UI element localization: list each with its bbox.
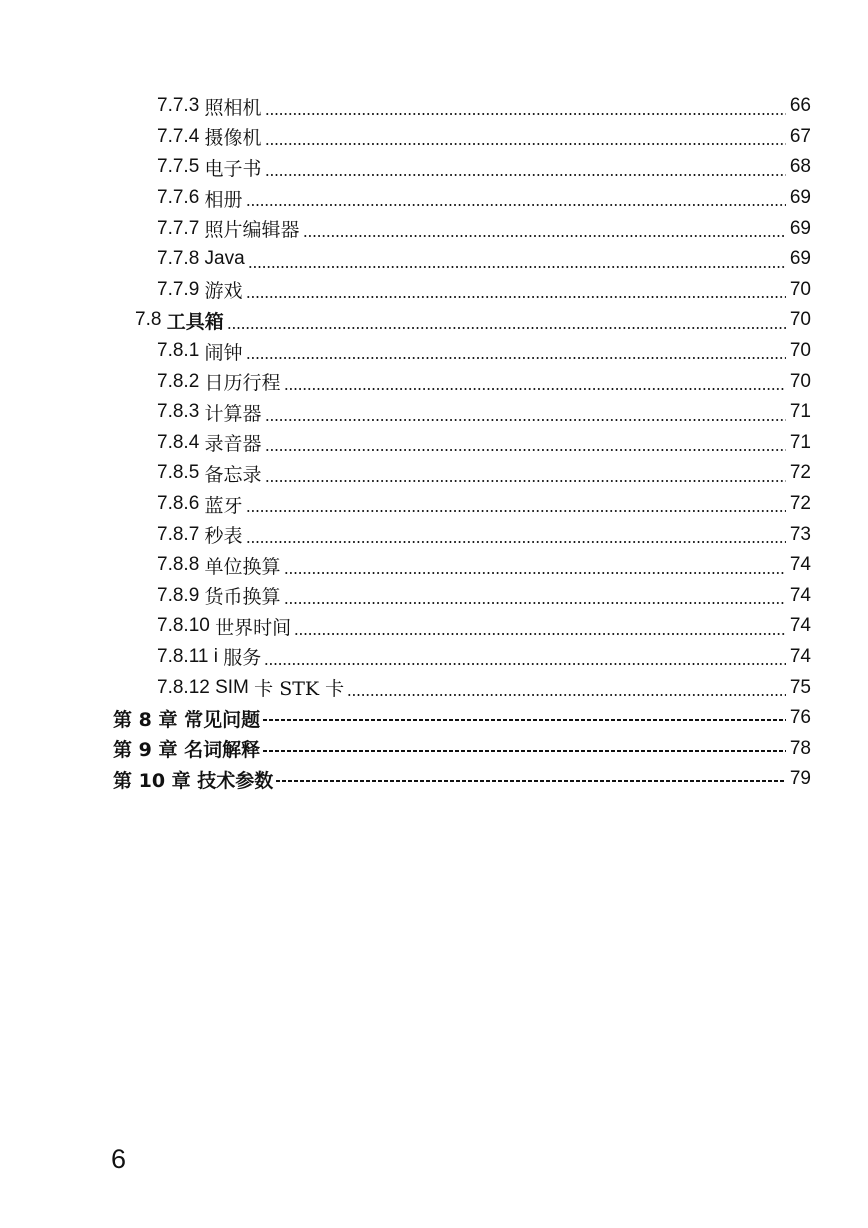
toc-entry-title: 电子书 (204, 157, 262, 180)
toc-entry-page: 70 (789, 340, 811, 362)
toc-entry-page: 69 (789, 187, 811, 209)
toc-entry-page: 70 (789, 278, 811, 300)
toc-entry-title: 工具箱 (166, 310, 224, 333)
toc-entry-title: 计算器 (204, 402, 262, 425)
toc-entry[interactable] (0, 336, 811, 367)
toc-entry-title: 单位换算 (204, 555, 281, 578)
toc-leader (303, 219, 786, 238)
toc-entry-title: 录音器 (204, 433, 262, 456)
toc-entry-page: 74 (789, 615, 811, 637)
toc-entry[interactable] (0, 642, 811, 673)
toc-entry[interactable] (0, 305, 811, 336)
toc-entry[interactable] (0, 733, 811, 764)
toc-entry[interactable] (0, 519, 811, 550)
toc-entry-page: 74 (789, 645, 811, 667)
toc-leader (265, 97, 786, 116)
toc-entry[interactable] (0, 366, 811, 397)
toc-entry-page: 70 (789, 309, 811, 331)
toc-entry-number: 7.8.2 (157, 370, 205, 392)
toc-leader (265, 127, 786, 146)
toc-entry-page: 74 (789, 584, 811, 606)
toc-entry[interactable] (0, 764, 811, 795)
toc-leader (264, 647, 786, 666)
toc-entry[interactable] (0, 397, 811, 428)
toc-entry-title: 名词解释 (184, 739, 261, 762)
toc-entry-number: 第 8 章 (113, 708, 185, 731)
toc-leader (276, 770, 786, 789)
toc-leader (284, 372, 786, 391)
toc-entry-page: 78 (789, 737, 811, 759)
toc-entry-number: 7.7.5 (157, 156, 205, 178)
toc-entry-title: 服务 (223, 647, 262, 670)
toc-entry[interactable] (0, 213, 811, 244)
toc-entry-number: 7.7.9 (157, 278, 205, 300)
toc-leader (248, 250, 786, 269)
toc-entry-title: 相册 (204, 188, 243, 211)
toc-entry-title: 技术参数 (197, 769, 274, 792)
toc-entry-title: 日历行程 (204, 372, 281, 395)
toc-leader (246, 280, 786, 299)
toc-entry-title: 闹钟 (204, 341, 243, 364)
toc-entry-number: 7.8 (135, 309, 167, 331)
toc-entry-title: 卡 STK 卡 (254, 678, 345, 701)
toc-leader (294, 617, 786, 636)
toc-entry[interactable] (0, 91, 811, 122)
toc-leader (284, 556, 786, 575)
toc-leader (265, 403, 786, 422)
toc-entry-title: 世界时间 (215, 616, 292, 639)
toc-entry-page: 69 (789, 217, 811, 239)
toc-entry-title: 常见问题 (184, 708, 261, 731)
toc-entry[interactable] (0, 428, 811, 459)
toc-entry-number: 7.8.1 (157, 340, 205, 362)
toc-entry-page: 70 (789, 370, 811, 392)
toc-entry-number: 7.8.5 (157, 462, 205, 484)
toc-entry[interactable] (0, 550, 811, 581)
toc-entry-number: 7.8.7 (157, 523, 205, 545)
toc-leader (284, 586, 786, 605)
toc-entry[interactable] (0, 152, 811, 183)
toc-leader (265, 158, 786, 177)
toc-leader (263, 709, 786, 728)
toc-entry-number: 7.8.8 (157, 554, 205, 576)
toc-entry-number: 7.8.4 (157, 431, 205, 453)
toc-leader (227, 311, 786, 330)
toc-leader (347, 678, 786, 697)
toc-entry-page: 68 (789, 156, 811, 178)
toc-entry-number: 7.8.10 (157, 615, 216, 637)
toc-entry-page: 71 (789, 431, 811, 453)
toc-entry-number: 第 9 章 (113, 739, 185, 762)
toc-entry-title: 游戏 (204, 280, 243, 303)
table-of-contents (0, 91, 868, 795)
toc-entry[interactable] (0, 611, 811, 642)
toc-entry-page: 66 (789, 95, 811, 117)
toc-leader (265, 464, 786, 483)
toc-leader (263, 739, 786, 758)
toc-entry-number: 7.7.8 Java (157, 248, 245, 270)
toc-entry[interactable] (0, 581, 811, 612)
toc-entry-number: 7.8.9 (157, 584, 205, 606)
toc-entry-number: 7.8.12 SIM (157, 676, 255, 698)
toc-leader (246, 494, 786, 513)
toc-entry-page: 72 (789, 462, 811, 484)
toc-entry-page: 75 (789, 676, 811, 698)
toc-entry-number: 第 10 章 (113, 769, 198, 792)
toc-entry[interactable] (0, 672, 811, 703)
toc-entry-number: 7.8.6 (157, 493, 205, 515)
toc-leader (265, 433, 786, 452)
toc-entry-title: 蓝牙 (204, 494, 243, 517)
toc-entry-number: 7.7.4 (157, 125, 205, 147)
toc-entry[interactable] (0, 489, 811, 520)
toc-entry-title: 货币换算 (204, 586, 281, 609)
toc-entry-page: 76 (789, 707, 811, 729)
toc-entry-page: 69 (789, 248, 811, 270)
toc-leader (246, 525, 786, 544)
toc-entry-page: 79 (789, 768, 811, 790)
toc-entry-title: 照片编辑器 (204, 219, 300, 242)
toc-entry[interactable] (0, 244, 811, 275)
page-number: 6 (111, 1144, 127, 1174)
toc-entry-number: 7.7.6 (157, 187, 205, 209)
toc-entry-title: 摄像机 (204, 127, 262, 150)
toc-entry-number: 7.7.7 (157, 217, 205, 239)
toc-entry-page: 67 (789, 125, 811, 147)
toc-entry-page: 72 (789, 493, 811, 515)
toc-entry-page: 73 (789, 523, 811, 545)
toc-entry-number: 7.8.3 (157, 401, 205, 423)
toc-entry-page: 74 (789, 554, 811, 576)
toc-leader (246, 341, 786, 360)
toc-entry-page: 71 (789, 401, 811, 423)
toc-leader (246, 188, 786, 207)
toc-entry[interactable] (0, 275, 811, 306)
toc-entry-title: 照相机 (204, 96, 262, 119)
toc-entry-number: 7.8.11 i (157, 645, 224, 667)
toc-entry[interactable] (0, 703, 811, 734)
toc-entry[interactable] (0, 458, 811, 489)
toc-entry[interactable] (0, 183, 811, 214)
toc-entry[interactable] (0, 122, 811, 153)
toc-entry-number: 7.7.3 (157, 95, 205, 117)
toc-entry-title: 备忘录 (204, 463, 262, 486)
toc-entry-title: 秒表 (204, 525, 243, 548)
